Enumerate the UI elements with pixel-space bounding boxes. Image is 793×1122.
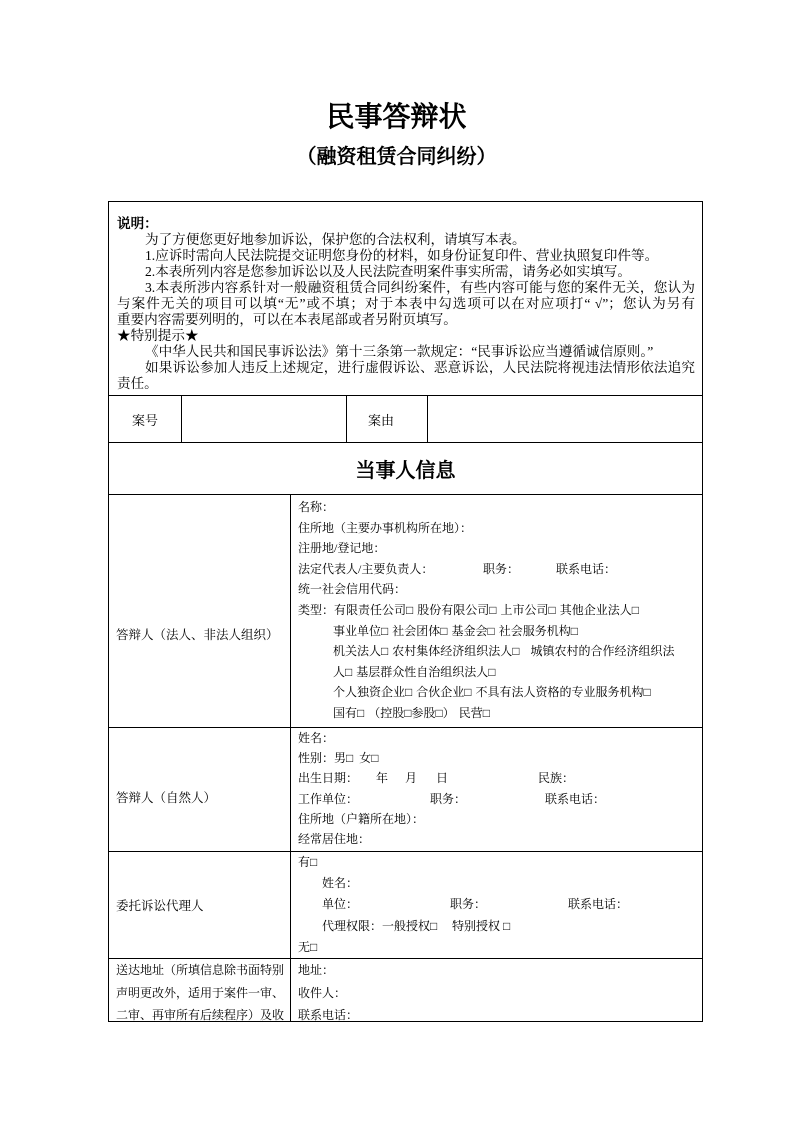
- type-option-cooperative-economic-org-continued[interactable]: 人□: [333, 664, 353, 679]
- case-number-field[interactable]: [182, 396, 347, 442]
- person-birth-label: 出生日期：: [298, 771, 359, 786]
- authority-option-general[interactable]: 一般授权□: [382, 918, 438, 933]
- respondent-person-label: 答辩人（自然人）: [109, 728, 291, 851]
- type-option-non-legal-professional-service-org[interactable]: 不具有法人资格的专业服务机构□: [475, 685, 651, 700]
- type-option-government-agency[interactable]: 机关法人□: [333, 644, 389, 659]
- person-employer-label: 工作单位：: [298, 791, 359, 806]
- person-birth-line: [298, 768, 702, 788]
- type-option-listed-company[interactable]: 上市公司□: [500, 602, 556, 617]
- org-position-label: 职务：: [483, 561, 520, 576]
- org-registration-label: 注册地/登记地：: [298, 541, 386, 556]
- type-option-sole-proprietorship[interactable]: 个人独资企业□: [333, 685, 413, 700]
- birth-day-label: 日: [436, 771, 449, 786]
- type-option-grassroots-self-governing-org[interactable]: 基层群众性自治组织法人□: [356, 664, 496, 679]
- org-ownership-line: [298, 703, 702, 724]
- org-legal-representative-line: [298, 559, 702, 580]
- type-option-joint-stock-company[interactable]: 股份有限公司□: [417, 602, 497, 617]
- gender-option-female[interactable]: 女□: [359, 751, 379, 766]
- instruction-line: 2.本表所列内容是您参加诉讼以及人民法院查明案件事实所需，请务必如实填写。: [145, 264, 631, 279]
- agent-none-option[interactable]: 无□: [298, 939, 318, 954]
- special-notice-line: 责任。: [117, 376, 158, 391]
- service-address-label-line: 声明更改外，适用于案件一审、: [116, 985, 285, 1000]
- service-address-details: [291, 959, 702, 1021]
- type-option-social-group[interactable]: 社会团体□: [392, 623, 448, 638]
- org-type-line: [298, 621, 702, 642]
- agent-label: 委托诉讼代理人: [109, 852, 291, 958]
- service-address-label-line: 送达地址（所填信息除书面特别: [116, 963, 285, 977]
- special-notice-heading: ★特别提示★: [117, 328, 199, 343]
- service-recipient-label: 收件人：: [298, 985, 347, 1000]
- org-phone-label: 联系电话：: [556, 561, 617, 576]
- service-address-field-label: 地址：: [298, 963, 335, 977]
- person-domicile-label: 住所地（户籍所在地）：: [298, 811, 425, 826]
- instruction-line: 重要内容需要列明的，可以在本表尾部或者另附页填写。: [117, 312, 457, 327]
- case-cause-label: 案由: [347, 396, 428, 442]
- special-notice-line: 《中华人民共和国民事诉讼法》第十三条第一款规定：“民事诉讼应当遵循诚信原则。”: [145, 344, 654, 359]
- person-phone-label: 联系电话：: [545, 791, 606, 806]
- agent-authority-label: 代理权限：: [322, 918, 383, 933]
- document-title: 民事答辩状: [326, 102, 467, 133]
- type-option-other-enterprise-legal-person[interactable]: 其他企业法人□: [559, 602, 640, 617]
- instruction-line: 1.应诉时需向人民法院提交证明您身份的材料，如身份证复印件、营业执照复印件等。: [145, 248, 659, 263]
- agent-position-label: 职务：: [450, 897, 487, 912]
- respondent-organization-label: 答辩人（法人、非法人组织）: [109, 495, 291, 727]
- org-type-line: [298, 641, 702, 662]
- agent-has-option[interactable]: 有□: [298, 855, 318, 869]
- type-option-social-service-org[interactable]: 社会服务机构□: [498, 623, 578, 638]
- person-gender-label: 性别：: [298, 751, 335, 766]
- service-address-row: [109, 958, 702, 1021]
- org-type-line: [298, 600, 702, 621]
- person-gender-line: [298, 748, 702, 768]
- type-option-partnership[interactable]: 合伙企业□: [416, 685, 472, 700]
- respondent-organization-row: [109, 494, 702, 727]
- legal-representative-label: 法定代表人/主要负责人：: [298, 561, 434, 576]
- service-address-label-line: 二审、再审所有后续程序）及收: [116, 1008, 285, 1022]
- org-credit-code-label: 统一社会信用代码：: [298, 582, 407, 597]
- instructions-heading: 说明：: [117, 216, 158, 231]
- birth-year-label: 年: [376, 771, 389, 786]
- respondent-organization-details: [291, 495, 702, 727]
- gender-option-male[interactable]: 男□: [334, 751, 354, 766]
- ownership-option-holding-share[interactable]: （控股□参股□）: [368, 705, 455, 720]
- instruction-line: 与案件无关的项目可以填“无”或不填；对于本表中勾选项可以在对应项打“ √”；您认为另有: [117, 296, 695, 311]
- agent-phone-label: 联系电话：: [568, 897, 629, 912]
- org-type-label: 类型：: [298, 602, 335, 617]
- service-phone-label: 联系电话：: [298, 1008, 359, 1022]
- person-residence-label: 经常居住地：: [298, 831, 371, 846]
- special-notice-line: 如果诉讼参加人违反上述规定，进行虚假诉讼、恶意诉讼，人民法院将视违法情形依法追究: [145, 360, 695, 375]
- agent-unit-line: [298, 894, 702, 915]
- instruction-line: 3.本表所涉内容系针对一般融资租赁合同纠纷案件，有些内容可能与您的案件无关，您认为: [145, 280, 695, 295]
- case-number-label: 案号: [109, 396, 182, 442]
- agent-row: [109, 851, 702, 958]
- document-subtitle: （融资租赁合同纠纷）: [296, 146, 497, 168]
- ownership-option-private[interactable]: 民营□: [458, 705, 490, 720]
- ownership-option-state-owned[interactable]: 国有□: [333, 705, 365, 720]
- person-position-label: 职务：: [430, 791, 467, 806]
- person-name-label: 姓名：: [298, 731, 335, 745]
- agent-unit-label: 单位：: [322, 897, 359, 912]
- respondent-person-row: [109, 727, 702, 851]
- case-cause-field[interactable]: [428, 396, 702, 442]
- parties-section-heading: 当事人信息: [109, 442, 702, 494]
- org-name-label: 名称：: [298, 500, 335, 514]
- birth-month-label: 月: [405, 771, 418, 786]
- instructions-section: [109, 202, 702, 395]
- agent-authority-line: [298, 916, 702, 937]
- agent-name-label: 姓名：: [322, 876, 359, 891]
- person-work-line: [298, 789, 702, 809]
- instruction-line: 为了方便您更好地参加诉讼，保护您的合法权利，请填写本表。: [145, 232, 526, 247]
- org-domicile-label: 住所地（主要办事机构所在地）：: [298, 520, 473, 535]
- authority-option-special[interactable]: 特别授权 □: [452, 918, 511, 933]
- case-info-row: [109, 395, 702, 442]
- org-type-line: [298, 662, 702, 683]
- respondent-person-details: [291, 728, 702, 851]
- defense-form-table: [108, 201, 703, 1022]
- service-address-label: [109, 959, 291, 1021]
- person-ethnicity-label: 民族：: [538, 771, 575, 786]
- agent-details: [291, 852, 702, 958]
- type-option-foundation[interactable]: 基金会□: [451, 623, 495, 638]
- type-option-public-institution[interactable]: 事业单位□: [333, 623, 389, 638]
- type-option-rural-collective-economic-org[interactable]: 农村集体经济组织法人□: [392, 644, 520, 659]
- type-option-limited-liability-company[interactable]: 有限责任公司□: [334, 602, 414, 617]
- type-option-cooperative-economic-org[interactable]: 城镇农村的合作经济组织法: [530, 644, 675, 659]
- org-type-line: [298, 682, 702, 703]
